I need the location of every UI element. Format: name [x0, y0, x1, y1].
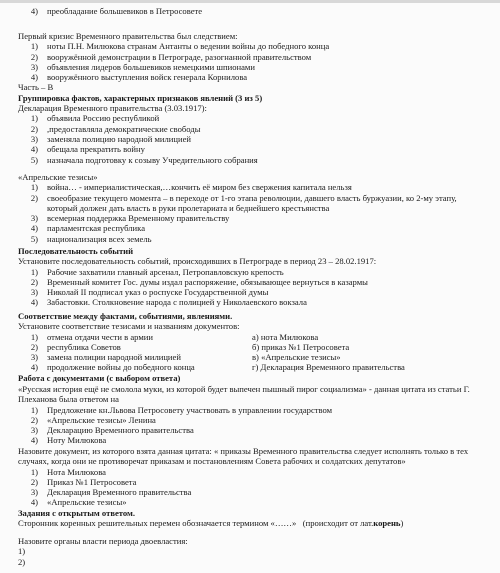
answer-line: 2) [18, 556, 26, 567]
question-first-crisis [18, 31, 492, 165]
question-plekhanov [18, 384, 492, 446]
list-item: 2) вооружённой демонстрации в Петрограде, разогнанной правительством [30, 51, 312, 62]
list-item: 4) преобладание большевиков в Петросовете [30, 6, 203, 16]
question-title: Сторонник коренных решительных перемен обозначается термином «……» (происходит от лат.корень) [18, 518, 404, 529]
list-item: 4) Ноту Милюкова [30, 435, 107, 446]
top-edge [0, 0, 500, 3]
list-item: 2) Временный комитет Гос. думы издал распоряжение, обязывающее вернуться в казармы [30, 276, 368, 287]
quote-text: «Русская история ещё не смолола муки, из которой будет выпечен пышный пирог социализма» - данная цитата из статьи Г. [18, 384, 470, 394]
matching-row: 3) замена полиции народной милицией в) «Апрельские тезисы» [30, 352, 341, 363]
question-title: Назовите органы власти периода двоевластия: [18, 536, 188, 546]
question-title: Установите последовательность событий, происходивших в Петрограде в период 23 – 28.02.1917: [18, 256, 377, 267]
question-open [18, 508, 492, 529]
matching-row: 4) продолжение войны до победного конца г) Декларация Временного правительства [30, 362, 405, 373]
question-title: Назовите документ, из которого взята данная цитата: « приказы Временного правительства следует исполнять только в тех [18, 446, 469, 456]
answer-line: 1) [18, 546, 26, 557]
list-item: 3) Декларация Временного правительства [30, 487, 192, 498]
section-heading: Группировка фактов, характерных признаков явлений (3 из 5) [18, 92, 263, 103]
section-heading: Задания с открытым ответом. [18, 508, 136, 518]
quote-text: Плеханова была ответом на [18, 394, 119, 405]
question-april-theses [18, 172, 492, 244]
list-item: 1) Предложение кн.Львова Петросовету участвовать в управлении государством [30, 404, 333, 415]
list-item: 4) парламентская республика [30, 223, 146, 234]
list-item: 1) Рабочие захватили главный арсенал, Петропавловскую крепость [30, 266, 284, 277]
list-item: 2) Приказ №1 Петросовета [30, 476, 137, 487]
list-item: 5) национализация всех земель [30, 233, 152, 244]
question-document [18, 446, 492, 508]
question-title: Декларация Временного правительства (3.03.1917): [18, 103, 207, 114]
list-item: 1) объявила Россию республикой [30, 113, 160, 124]
list-item: 5) назначала подготовку к созыву Учредительного собрания [30, 154, 258, 165]
list-item: 2) своеобразие текущего момента – в переходе от 1-го этапа революции, давшего власть буржуазии, ко 2-му этапу, [30, 192, 457, 203]
list-item: 4) вооружённого выступления войск генерала Корнилова [30, 72, 248, 83]
section-heading: Последовательность событий [18, 246, 134, 256]
question-sequence [18, 246, 492, 308]
list-item: 2) «Апрельские тезисы» Ленина [30, 414, 156, 425]
question-title: случаях, когда они не противоречат приказам и постановлениям Совета рабочих и солдатских депутатов» [18, 456, 406, 467]
question-title: «Апрельские тезисы» [18, 172, 98, 182]
list-item: 3) Николай II подписал указ о роспуске Государственной думы [30, 287, 269, 298]
list-item: 4) обещала прекратить войну [30, 144, 145, 155]
question-continued [18, 6, 492, 16]
matching-row: 2) республика Советов б) приказ №1 Петросовета [30, 341, 350, 352]
section-heading: Соответствие между фактами, событиями, явлениями. [18, 311, 233, 321]
section-heading: Работа с документами (с выбором ответа) [18, 372, 181, 383]
question-dual-power [18, 536, 492, 567]
question-title: Установите соответствие тезисами и названиям документов: [18, 321, 240, 332]
list-item: 4) «Апрельские тезисы» [30, 497, 127, 508]
matching-row: 1) отмена отдачи чести в армии а) нота Милюкова [30, 331, 319, 342]
list-item: 3) Декларацию Временного правительства [30, 425, 194, 436]
list-item: 3) всемерная поддержка Временному правительству [30, 213, 230, 224]
list-item: 3) заменяла полицию народной милицией [30, 133, 192, 144]
question-matching [18, 311, 492, 383]
list-item: 4) Забастовки. Столкновение народа с полицией у Николаевского вокзала [30, 297, 307, 308]
list-item: 1) ноты П.Н. Милюкова странам Антанты о ведении войны до победного конца [30, 41, 330, 52]
part-label: Часть – В [18, 82, 54, 93]
list-item: 1) война… - империалистическая,…кончить её миром без свержения капитала нельзя [30, 182, 352, 193]
list-item: который должен дать власть в руки пролетариата и беднейшего крестьянства [47, 202, 330, 213]
list-item: 2) ,предоставляла демократические свободы [30, 123, 201, 134]
question-title: Первый кризис Временного правительства был следствием: [18, 31, 238, 41]
list-item: 1) Нота Милюкова [30, 466, 106, 477]
list-item: 3) объявления лидеров большевиков немецкими шпионами [30, 61, 255, 72]
